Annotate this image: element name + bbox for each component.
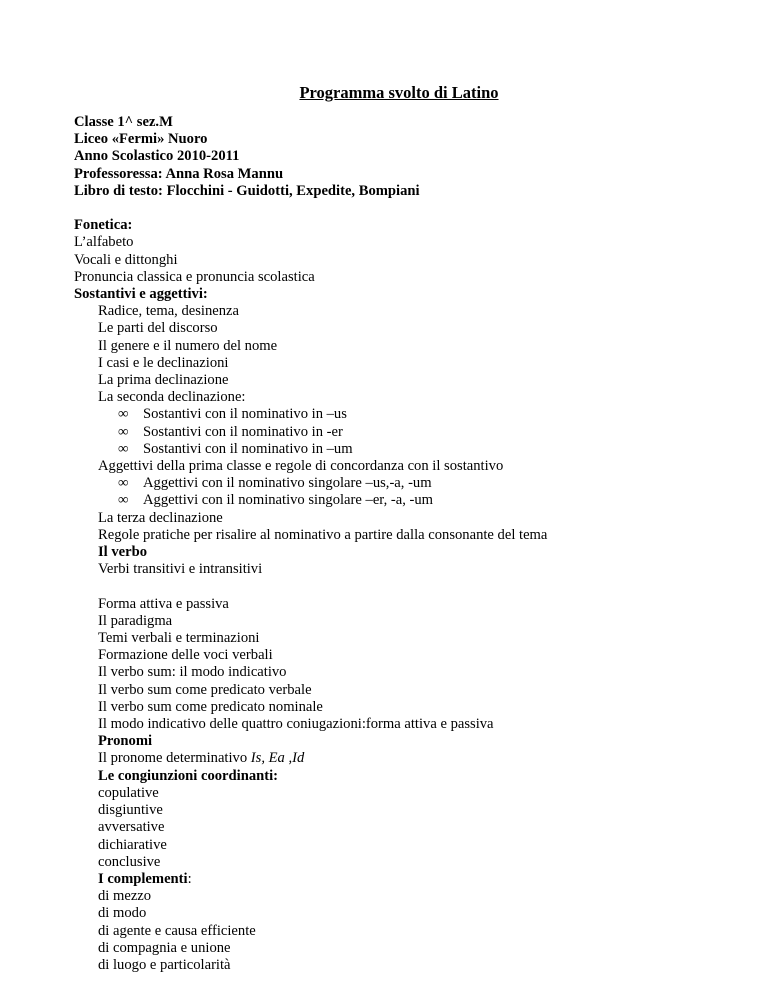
list-item: di agente e causa efficiente (98, 922, 256, 939)
document-page (74, 82, 694, 974)
section-heading-congiunzioni: Le congiunzioni coordinanti: (98, 767, 279, 784)
list-item: disgiuntive (98, 802, 163, 819)
header-textbook: Libro di testo: Flocchini - Guidotti, Expedite, Bompiani (74, 182, 420, 199)
list-item: Formazione delle voci verbali (98, 647, 273, 664)
header-teacher: Professoressa: Anna Rosa Mannu (74, 165, 284, 182)
list-item: Il paradigma (98, 612, 173, 629)
spacer (74, 578, 694, 595)
bullet-item (74, 406, 694, 423)
list-item: La prima declinazione (98, 372, 229, 389)
complementi-heading-colon: : (187, 870, 192, 887)
section-heading-sostantivi: Sostantivi e aggettivi: (74, 286, 208, 303)
list-item: Il verbo sum come predicato nominale (98, 698, 323, 715)
list-item: copulative (98, 784, 159, 801)
bullet-item (74, 441, 694, 458)
list-item: Regole pratiche per risalire al nominativo a partire dalla consonante del tema (98, 526, 548, 543)
bullet-text: Aggettivi con il nominativo singolare –us,-a, -um (143, 475, 432, 492)
section-heading-pronomi: Pronomi (98, 733, 153, 750)
list-item: Il verbo sum come predicato verbale (98, 681, 312, 698)
list-item: dichiarative (98, 836, 167, 853)
section-heading-fonetica: Fonetica: (74, 217, 133, 234)
bullet-text: Sostantivi con il nominativo in –um (143, 440, 353, 457)
list-item: Temi verbali e terminazioni (98, 630, 260, 647)
list-item: di compagnia e unione (98, 939, 231, 956)
list-item: avversative (98, 819, 165, 836)
list-item: I casi e le declinazioni (98, 354, 229, 371)
list-item: Il modo indicativo delle quattro coniugazioni:forma attiva e passiva (98, 716, 494, 733)
bullet-text: Sostantivi con il nominativo in –us (143, 406, 347, 423)
list-item: di mezzo (98, 888, 152, 905)
list-item: La seconda declinazione: (98, 389, 246, 406)
section-heading-verbo: Il verbo (98, 544, 148, 561)
infinity-bullet-icon: ∞ (118, 406, 129, 423)
list-item: La terza declinazione (98, 509, 223, 526)
list-item: Verbi transitivi e intransitivi (98, 561, 263, 578)
list-item: di luogo e particolarità (98, 956, 231, 973)
pronoun-forms: Is, Ea ,Id (250, 750, 305, 767)
header-school: Liceo «Fermi» Nuoro (74, 131, 208, 148)
bullet-item (74, 492, 694, 509)
list-item: Aggettivi della prima classe e regole di concordanza con il sostantivo (98, 458, 504, 475)
pronoun-text: Il pronome determinativo (98, 750, 251, 767)
bullet-text: Sostantivi con il nominativo in -er (143, 423, 343, 440)
list-item: Forma attiva e passiva (98, 595, 229, 612)
bullet-item (74, 475, 694, 492)
complementi-heading-text: I complementi (98, 870, 188, 887)
section-heading-complementi (74, 871, 694, 888)
list-item (74, 750, 694, 767)
infinity-bullet-icon: ∞ (118, 440, 129, 457)
document-title: Programma svolto di Latino (299, 83, 499, 102)
infinity-bullet-icon: ∞ (118, 475, 129, 492)
list-item: L’alfabeto (74, 234, 134, 251)
header-class: Classe 1^ sez.M (74, 114, 173, 130)
list-item: conclusive (98, 853, 161, 870)
list-item: di modo (98, 905, 147, 922)
list-item: Il verbo sum: il modo indicativo (98, 664, 287, 681)
list-item: Le parti del discorso (98, 320, 218, 337)
list-item: Pronuncia classica e pronuncia scolastica (74, 268, 315, 285)
infinity-bullet-icon: ∞ (118, 423, 129, 440)
list-item: Il genere e il numero del nome (98, 337, 278, 354)
header-year: Anno Scolastico 2010-2011 (74, 148, 240, 165)
list-item: Radice, tema, desinenza (98, 303, 240, 320)
infinity-bullet-icon: ∞ (118, 492, 129, 509)
list-item: Vocali e dittonghi (74, 251, 178, 268)
spacer (74, 200, 694, 217)
bullet-text: Aggettivi con il nominativo singolare –er, -a, -um (143, 492, 434, 509)
bullet-item (74, 424, 694, 441)
